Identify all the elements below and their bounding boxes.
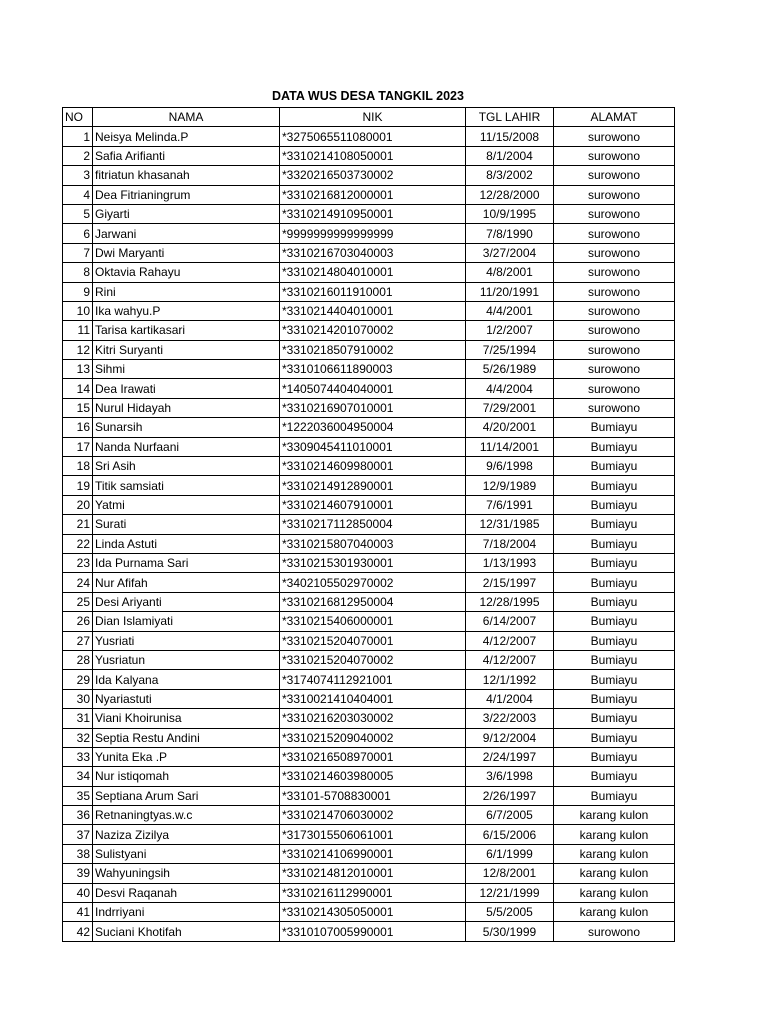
row-name: Sri Asih xyxy=(93,457,280,476)
row-nik: *1405074404040001 xyxy=(280,379,466,398)
row-birth-date: 12/28/2000 xyxy=(466,185,554,204)
table-row xyxy=(63,650,675,669)
row-name: Septia Restu Andini xyxy=(93,728,280,747)
row-address: Bumiayu xyxy=(554,592,675,611)
row-number: 11 xyxy=(63,321,93,340)
table-row xyxy=(63,534,675,553)
row-name: Ika wahyu.P xyxy=(93,301,280,320)
row-name: Safia Arifianti xyxy=(93,146,280,165)
row-number: 39 xyxy=(63,864,93,883)
row-nik: *3310214404010001 xyxy=(280,301,466,320)
row-address: surowono xyxy=(554,127,675,146)
row-name: Oktavia Rahayu xyxy=(93,263,280,282)
row-address: Bumiayu xyxy=(554,631,675,650)
row-name: Yusriati xyxy=(93,631,280,650)
row-name: Dian Islamiyati xyxy=(93,612,280,631)
row-address: Bumiayu xyxy=(554,515,675,534)
row-address: karang kulon xyxy=(554,825,675,844)
row-nik: *3275065511080001 xyxy=(280,127,466,146)
row-number: 17 xyxy=(63,437,93,456)
row-birth-date: 12/28/1995 xyxy=(466,592,554,611)
row-birth-date: 6/1/1999 xyxy=(466,844,554,863)
row-nik: *3310216203030002 xyxy=(280,709,466,728)
row-nik: *3310215209040002 xyxy=(280,728,466,747)
row-name: Giyarti xyxy=(93,204,280,223)
row-birth-date: 4/1/2004 xyxy=(466,689,554,708)
row-birth-date: 11/15/2008 xyxy=(466,127,554,146)
row-number: 37 xyxy=(63,825,93,844)
row-birth-date: 4/20/2001 xyxy=(466,418,554,437)
row-number: 16 xyxy=(63,418,93,437)
row-address: surowono xyxy=(554,379,675,398)
row-number: 35 xyxy=(63,786,93,805)
row-name: Indrriyani xyxy=(93,903,280,922)
row-nik: *3310216508970001 xyxy=(280,747,466,766)
row-number: 1 xyxy=(63,127,93,146)
row-birth-date: 7/29/2001 xyxy=(466,398,554,417)
row-name: Yunita Eka .P xyxy=(93,747,280,766)
header-nama: NAMA xyxy=(93,108,280,127)
row-number: 36 xyxy=(63,806,93,825)
table-row xyxy=(63,515,675,534)
row-address: Bumiayu xyxy=(554,553,675,572)
row-name: Retnaningtyas.w.c xyxy=(93,806,280,825)
table-header-row xyxy=(63,108,675,127)
row-number: 13 xyxy=(63,360,93,379)
row-birth-date: 8/1/2004 xyxy=(466,146,554,165)
row-name: Naziza Zizilya xyxy=(93,825,280,844)
table-row xyxy=(63,282,675,301)
row-address: surowono xyxy=(554,282,675,301)
row-nik: *3310215406000001 xyxy=(280,612,466,631)
header-no: NO xyxy=(63,108,93,127)
row-number: 6 xyxy=(63,224,93,243)
row-name: Nur istiqomah xyxy=(93,767,280,786)
row-nik: *3173015506061001 xyxy=(280,825,466,844)
table-row xyxy=(63,263,675,282)
row-name: Tarisa kartikasari xyxy=(93,321,280,340)
row-address: Bumiayu xyxy=(554,534,675,553)
row-address: surowono xyxy=(554,243,675,262)
document-title: DATA WUS DESA TANGKIL 2023 xyxy=(272,89,464,103)
row-name: fitriatun khasanah xyxy=(93,166,280,185)
table-row xyxy=(63,127,675,146)
row-nik: *3310215301930001 xyxy=(280,553,466,572)
row-birth-date: 7/6/1991 xyxy=(466,495,554,514)
row-number: 25 xyxy=(63,592,93,611)
row-name: Linda Astuti xyxy=(93,534,280,553)
row-name: Desvi Raqanah xyxy=(93,883,280,902)
row-birth-date: 3/27/2004 xyxy=(466,243,554,262)
row-birth-date: 11/14/2001 xyxy=(466,437,554,456)
row-nik: *3310214201070002 xyxy=(280,321,466,340)
table-row xyxy=(63,185,675,204)
row-birth-date: 9/12/2004 xyxy=(466,728,554,747)
row-number: 38 xyxy=(63,844,93,863)
row-name: Neisya Melinda.P xyxy=(93,127,280,146)
row-birth-date: 8/3/2002 xyxy=(466,166,554,185)
row-name: Wahyuningsih xyxy=(93,864,280,883)
row-number: 32 xyxy=(63,728,93,747)
row-nik: *3310214910950001 xyxy=(280,204,466,223)
row-name: Dea Irawati xyxy=(93,379,280,398)
row-nik: *3174074112921001 xyxy=(280,670,466,689)
row-address: surowono xyxy=(554,398,675,417)
table-row xyxy=(63,592,675,611)
table-row xyxy=(63,476,675,495)
row-address: surowono xyxy=(554,321,675,340)
row-number: 10 xyxy=(63,301,93,320)
row-number: 2 xyxy=(63,146,93,165)
table-row xyxy=(63,806,675,825)
row-number: 30 xyxy=(63,689,93,708)
row-name: Nur Afifah xyxy=(93,573,280,592)
row-name: Sulistyani xyxy=(93,844,280,863)
table-row xyxy=(63,146,675,165)
row-number: 7 xyxy=(63,243,93,262)
row-nik: *3310215807040003 xyxy=(280,534,466,553)
row-number: 15 xyxy=(63,398,93,417)
row-birth-date: 12/21/1999 xyxy=(466,883,554,902)
table-row xyxy=(63,360,675,379)
table-row xyxy=(63,224,675,243)
row-birth-date: 6/7/2005 xyxy=(466,806,554,825)
row-name: Septiana Arum Sari xyxy=(93,786,280,805)
row-nik: *3310216907010001 xyxy=(280,398,466,417)
row-nik: *9999999999999999 xyxy=(280,224,466,243)
row-address: karang kulon xyxy=(554,844,675,863)
row-number: 26 xyxy=(63,612,93,631)
row-nik: *3310217112850004 xyxy=(280,515,466,534)
row-nik: *3310216812000001 xyxy=(280,185,466,204)
table-row xyxy=(63,670,675,689)
table-row xyxy=(63,573,675,592)
row-name: Rini xyxy=(93,282,280,301)
row-number: 23 xyxy=(63,553,93,572)
row-birth-date: 2/26/1997 xyxy=(466,786,554,805)
row-address: Bumiayu xyxy=(554,689,675,708)
table-row xyxy=(63,243,675,262)
row-address: Bumiayu xyxy=(554,709,675,728)
header-nik: NIK xyxy=(280,108,466,127)
table-row xyxy=(63,553,675,572)
table-row xyxy=(63,825,675,844)
row-address: surowono xyxy=(554,263,675,282)
row-birth-date: 12/8/2001 xyxy=(466,864,554,883)
row-address: surowono xyxy=(554,204,675,223)
row-nik: *3310107005990001 xyxy=(280,922,466,941)
row-birth-date: 12/1/1992 xyxy=(466,670,554,689)
table-row xyxy=(63,418,675,437)
table-row xyxy=(63,321,675,340)
table-row xyxy=(63,379,675,398)
table-row xyxy=(63,437,675,456)
row-nik: *3402105502970002 xyxy=(280,573,466,592)
row-birth-date: 10/9/1995 xyxy=(466,204,554,223)
row-name: Desi Ariyanti xyxy=(93,592,280,611)
row-nik: *3310214912890001 xyxy=(280,476,466,495)
row-nik: *3309045411010001 xyxy=(280,437,466,456)
table-row xyxy=(63,166,675,185)
row-name: Sihmi xyxy=(93,360,280,379)
row-birth-date: 3/22/2003 xyxy=(466,709,554,728)
wus-data-table xyxy=(62,107,675,942)
row-number: 33 xyxy=(63,747,93,766)
table-body xyxy=(63,127,675,941)
row-name: Nyariastuti xyxy=(93,689,280,708)
row-name: Surati xyxy=(93,515,280,534)
row-birth-date: 11/20/1991 xyxy=(466,282,554,301)
row-nik: *3310218507910002 xyxy=(280,340,466,359)
row-number: 8 xyxy=(63,263,93,282)
row-number: 28 xyxy=(63,650,93,669)
row-nik: *3310214804010001 xyxy=(280,263,466,282)
row-nik: *3310214812010001 xyxy=(280,864,466,883)
table-row xyxy=(63,457,675,476)
row-name: Yatmi xyxy=(93,495,280,514)
row-name: Sunarsih xyxy=(93,418,280,437)
row-address: Bumiayu xyxy=(554,747,675,766)
row-nik: *3310214706030002 xyxy=(280,806,466,825)
row-number: 22 xyxy=(63,534,93,553)
row-number: 40 xyxy=(63,883,93,902)
row-name: Nanda Nurfaani xyxy=(93,437,280,456)
row-nik: *3310214106990001 xyxy=(280,844,466,863)
row-number: 42 xyxy=(63,922,93,941)
row-birth-date: 12/31/1985 xyxy=(466,515,554,534)
row-number: 41 xyxy=(63,903,93,922)
row-birth-date: 6/15/2006 xyxy=(466,825,554,844)
row-number: 21 xyxy=(63,515,93,534)
row-nik: *3310216112990001 xyxy=(280,883,466,902)
row-number: 3 xyxy=(63,166,93,185)
row-address: Bumiayu xyxy=(554,573,675,592)
table-row xyxy=(63,612,675,631)
row-nik: *3310215204070001 xyxy=(280,631,466,650)
row-birth-date: 2/24/1997 xyxy=(466,747,554,766)
row-number: 31 xyxy=(63,709,93,728)
row-address: Bumiayu xyxy=(554,728,675,747)
row-birth-date: 3/6/1998 xyxy=(466,767,554,786)
row-address: surowono xyxy=(554,301,675,320)
row-address: surowono xyxy=(554,922,675,941)
row-nik: *3310215204070002 xyxy=(280,650,466,669)
table-row xyxy=(63,709,675,728)
header-alamat: ALAMAT xyxy=(554,108,675,127)
row-address: Bumiayu xyxy=(554,457,675,476)
row-name: Suciani Khotifah xyxy=(93,922,280,941)
row-name: Dea Fitrianingrum xyxy=(93,185,280,204)
row-birth-date: 4/8/2001 xyxy=(466,263,554,282)
row-address: Bumiayu xyxy=(554,612,675,631)
row-address: karang kulon xyxy=(554,864,675,883)
row-number: 24 xyxy=(63,573,93,592)
row-name: Dwi Maryanti xyxy=(93,243,280,262)
row-birth-date: 5/30/1999 xyxy=(466,922,554,941)
row-name: Ida Purnama Sari xyxy=(93,553,280,572)
row-birth-date: 4/4/2001 xyxy=(466,301,554,320)
row-address: Bumiayu xyxy=(554,476,675,495)
row-address: Bumiayu xyxy=(554,418,675,437)
row-name: Yusriatun xyxy=(93,650,280,669)
table-row xyxy=(63,631,675,650)
row-address: surowono xyxy=(554,340,675,359)
row-birth-date: 9/6/1998 xyxy=(466,457,554,476)
row-nik: *3310021410404001 xyxy=(280,689,466,708)
table-row xyxy=(63,767,675,786)
row-address: karang kulon xyxy=(554,883,675,902)
header-tgl-lahir: TGL LAHIR xyxy=(466,108,554,127)
table-row xyxy=(63,786,675,805)
row-address: surowono xyxy=(554,360,675,379)
row-nik: *3310214607910001 xyxy=(280,495,466,514)
row-address: surowono xyxy=(554,166,675,185)
row-name: Ida Kalyana xyxy=(93,670,280,689)
row-birth-date: 1/2/2007 xyxy=(466,321,554,340)
row-number: 19 xyxy=(63,476,93,495)
row-address: Bumiayu xyxy=(554,650,675,669)
table-row xyxy=(63,301,675,320)
row-nik: *3310106611890003 xyxy=(280,360,466,379)
row-nik: *3310214603980005 xyxy=(280,767,466,786)
row-nik: *3310216703040003 xyxy=(280,243,466,262)
table-row xyxy=(63,204,675,223)
row-birth-date: 5/26/1989 xyxy=(466,360,554,379)
row-address: Bumiayu xyxy=(554,495,675,514)
table-row xyxy=(63,922,675,941)
row-number: 27 xyxy=(63,631,93,650)
table-row xyxy=(63,864,675,883)
row-address: karang kulon xyxy=(554,806,675,825)
row-birth-date: 1/13/1993 xyxy=(466,553,554,572)
row-birth-date: 6/14/2007 xyxy=(466,612,554,631)
row-birth-date: 4/12/2007 xyxy=(466,650,554,669)
row-name: Viani Khoirunisa xyxy=(93,709,280,728)
table-row xyxy=(63,844,675,863)
row-birth-date: 5/5/2005 xyxy=(466,903,554,922)
row-address: Bumiayu xyxy=(554,786,675,805)
row-nik: *3310216011910001 xyxy=(280,282,466,301)
row-address: Bumiayu xyxy=(554,437,675,456)
row-birth-date: 12/9/1989 xyxy=(466,476,554,495)
row-number: 4 xyxy=(63,185,93,204)
row-number: 29 xyxy=(63,670,93,689)
table-row xyxy=(63,340,675,359)
row-number: 18 xyxy=(63,457,93,476)
row-name: Titik samsiati xyxy=(93,476,280,495)
row-nik: *3310214305050001 xyxy=(280,903,466,922)
row-address: karang kulon xyxy=(554,903,675,922)
row-nik: *33101-5708830001 xyxy=(280,786,466,805)
table-row xyxy=(63,689,675,708)
row-birth-date: 2/15/1997 xyxy=(466,573,554,592)
row-nik: *3310214609980001 xyxy=(280,457,466,476)
row-number: 34 xyxy=(63,767,93,786)
row-number: 14 xyxy=(63,379,93,398)
table-row xyxy=(63,747,675,766)
row-number: 12 xyxy=(63,340,93,359)
row-birth-date: 7/25/1994 xyxy=(466,340,554,359)
row-number: 9 xyxy=(63,282,93,301)
row-number: 20 xyxy=(63,495,93,514)
row-nik: *1222036004950004 xyxy=(280,418,466,437)
row-nik: *3310216812950004 xyxy=(280,592,466,611)
row-nik: *3310214108050001 xyxy=(280,146,466,165)
row-nik: *3320216503730002 xyxy=(280,166,466,185)
row-birth-date: 4/12/2007 xyxy=(466,631,554,650)
row-name: Kitri Suryanti xyxy=(93,340,280,359)
row-birth-date: 4/4/2004 xyxy=(466,379,554,398)
table-row xyxy=(63,398,675,417)
table-row xyxy=(63,903,675,922)
row-name: Jarwani xyxy=(93,224,280,243)
row-name: Nurul Hidayah xyxy=(93,398,280,417)
row-birth-date: 7/8/1990 xyxy=(466,224,554,243)
table-row xyxy=(63,883,675,902)
row-address: surowono xyxy=(554,146,675,165)
row-number: 5 xyxy=(63,204,93,223)
row-address: surowono xyxy=(554,224,675,243)
row-address: Bumiayu xyxy=(554,670,675,689)
table-row xyxy=(63,495,675,514)
row-birth-date: 7/18/2004 xyxy=(466,534,554,553)
row-address: surowono xyxy=(554,185,675,204)
row-address: Bumiayu xyxy=(554,767,675,786)
table-row xyxy=(63,728,675,747)
